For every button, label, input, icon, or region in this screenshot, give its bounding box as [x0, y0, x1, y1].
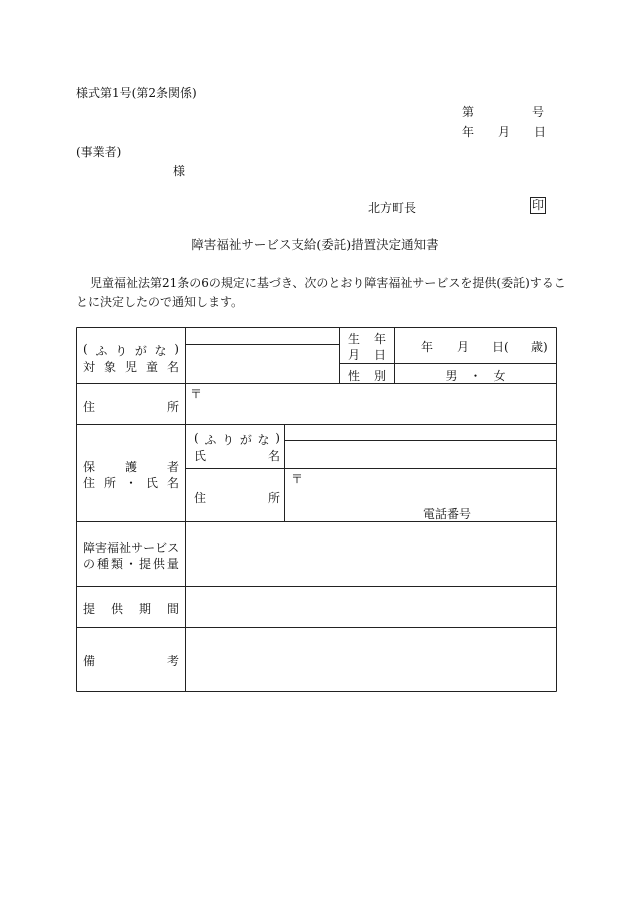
label-char: 種 [96, 557, 109, 571]
label-char: 福 [107, 541, 120, 555]
label-char: ス [167, 541, 180, 555]
birth-label-top [348, 330, 386, 347]
guardian-address-name-label [83, 474, 179, 491]
label-char: 生 [348, 332, 361, 346]
date-day-label: 日 [534, 125, 547, 139]
label-char: 対 [83, 360, 96, 374]
label-char: ビ [155, 541, 168, 555]
label-char: 住 [83, 400, 96, 414]
issuer-name: 北方町長 [368, 201, 417, 215]
label-char: の [83, 557, 96, 571]
label-char: な [257, 433, 270, 447]
label-char: 祉 [119, 541, 132, 555]
label-char: ・ [124, 476, 137, 490]
birth-year-unit: 年 [421, 340, 434, 354]
label-char: 期 [138, 602, 151, 616]
label-char: ) [174, 342, 179, 356]
label-char: 別 [373, 369, 386, 383]
recipient-label: (事業者) [76, 145, 122, 159]
label-char: 象 [103, 360, 116, 374]
label-char: 氏 [145, 476, 158, 490]
label-char: ( [194, 431, 199, 445]
child-name-field[interactable] [186, 345, 339, 383]
age-unit: 歳) [531, 340, 548, 354]
date-month-label: 月 [498, 125, 511, 139]
guardian-postal-mark: 〒 [291, 472, 304, 486]
label-char: 提 [138, 557, 151, 571]
gender-label [348, 367, 386, 384]
label-char: 供 [110, 602, 123, 616]
child-furigana-label [83, 342, 179, 359]
label-char: り [222, 433, 235, 447]
child-name-label [83, 358, 179, 375]
label-char: 氏 [194, 449, 207, 463]
notice-form-table [76, 327, 557, 692]
label-char: ( [83, 342, 88, 356]
label-char: 類 [110, 557, 123, 571]
child-address-label [83, 398, 179, 415]
label-char: ) [275, 431, 280, 445]
label-char: 住 [83, 476, 96, 490]
label-char: 保 [83, 460, 96, 474]
guardian-furigana-label [194, 431, 280, 448]
label-char: 供 [152, 557, 165, 571]
label-char: ー [143, 541, 156, 555]
label-char: 日 [373, 348, 386, 362]
label-char: 名 [166, 360, 179, 374]
label-char: り [115, 344, 128, 358]
label-char: サ [131, 541, 144, 555]
document-number-prefix: 第 [462, 105, 475, 119]
label-char: 間 [166, 602, 179, 616]
label-char: ふ [95, 344, 108, 358]
label-char: 所 [267, 491, 280, 505]
label-char: 量 [166, 557, 179, 571]
label-char: 児 [124, 360, 137, 374]
label-char: 者 [166, 460, 179, 474]
date-year-label: 年 [462, 125, 475, 139]
label-char: 備 [83, 654, 96, 668]
guardian-label [83, 458, 179, 475]
label-char: ・ [124, 557, 137, 571]
child-furigana-field[interactable] [186, 328, 339, 344]
label-char: 護 [124, 460, 137, 474]
label-char: が [134, 344, 147, 358]
label-char: 所 [166, 400, 179, 414]
label-char: 性 [348, 369, 361, 383]
label-char: ふ [204, 433, 217, 447]
guardian-address-label [194, 489, 280, 506]
guardian-name-label [194, 447, 280, 464]
form-number: 様式第1号(第2条関係) [76, 86, 197, 100]
label-char: 名 [267, 449, 280, 463]
recipient-honorific: 様 [173, 164, 186, 178]
label-char: 童 [145, 360, 158, 374]
period-label [83, 600, 179, 617]
label-char: な [154, 344, 167, 358]
postal-mark: 〒 [190, 387, 203, 401]
document-title: 障害福祉サービス支給(委託)措置決定通知書 [191, 237, 439, 252]
service-label-line-2 [83, 555, 179, 572]
label-char: が [239, 433, 252, 447]
body-line-1: 児童福祉法第21条の6の規定に基づき、次のとおり障害福祉サービスを提供(委託)するこ [90, 276, 566, 290]
remarks-label [83, 652, 179, 669]
service-label-line-1 [83, 539, 179, 556]
document-number-suffix: 号 [532, 105, 545, 119]
label-char: 考 [166, 654, 179, 668]
label-char: 住 [194, 491, 207, 505]
label-char: 年 [373, 332, 386, 346]
birth-day-unit: 日( [492, 340, 509, 354]
label-char: 名 [166, 476, 179, 490]
label-char: 月 [348, 348, 361, 362]
gender-options[interactable]: 男 ・ 女 [445, 369, 506, 383]
phone-label: 電話番号 [423, 507, 472, 521]
seal-mark: 印 [531, 198, 544, 212]
label-char: 所 [103, 476, 116, 490]
label-char: 害 [95, 541, 108, 555]
birth-label-bottom [348, 346, 386, 363]
label-char: 障 [83, 541, 96, 555]
label-char: 提 [83, 602, 96, 616]
birth-month-unit: 月 [457, 340, 470, 354]
body-line-2: とに決定したので通知します。 [76, 295, 244, 309]
